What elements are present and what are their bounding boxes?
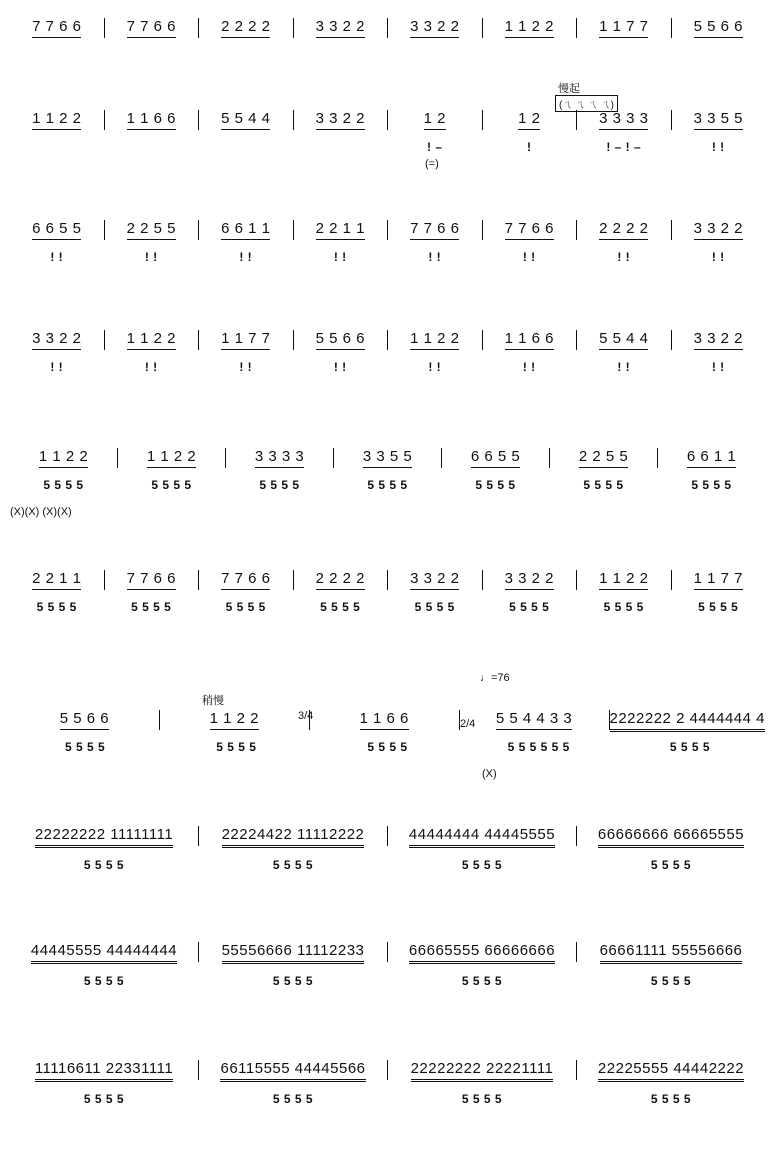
- melody-row: [10, 330, 765, 350]
- melody-notes: 3 3 5 5: [694, 110, 743, 130]
- bass-notes: 5 5 5 5 5 5: [507, 740, 570, 754]
- bass-notes: 5 5 5 5: [131, 600, 172, 614]
- measure: [388, 110, 482, 130]
- measure: [442, 448, 549, 468]
- score-system: [10, 672, 765, 820]
- measure: [550, 448, 657, 468]
- measure: [199, 18, 293, 38]
- measure: [199, 110, 293, 130]
- score-system: [10, 83, 765, 220]
- bass-notes: 5 5 5 5: [272, 1092, 314, 1106]
- bass-notes: 5 5 5 5: [36, 600, 77, 614]
- bass-notes: 5 5 5 5: [691, 478, 732, 492]
- measure: [577, 942, 765, 964]
- bass-notes: 5 5 5 5: [461, 974, 503, 988]
- melody-notes: 2 2 2 2: [316, 570, 365, 590]
- bass-notes: ! !: [144, 360, 158, 374]
- bass-notes: ! !: [428, 250, 442, 264]
- melody-notes: 3 3 2 2: [694, 330, 743, 350]
- measure: [388, 330, 482, 350]
- melody-notes: 66666666 66665555: [598, 826, 744, 848]
- melody-row: [10, 570, 765, 590]
- melody-notes: 7 7 6 6: [127, 18, 176, 38]
- measure: [105, 570, 199, 590]
- measure: [672, 570, 766, 590]
- bass-row: [10, 1092, 765, 1112]
- melody-row: [10, 110, 765, 130]
- measure: [160, 710, 309, 730]
- melody-notes: 2 2 5 5: [579, 448, 628, 468]
- melody-notes: 1 2: [518, 110, 540, 130]
- measure: [577, 110, 671, 130]
- melody-notes: 1 2: [424, 110, 446, 130]
- melody-notes: 1 1 2 2: [147, 448, 196, 468]
- melody-notes: 66665555 66666666: [409, 942, 555, 964]
- melody-notes: 2 2 2 2: [221, 18, 270, 38]
- melody-row: [10, 220, 765, 240]
- score-mark-articulation: (ㄟ ㄟ ㄟ ㄟ): [555, 95, 618, 112]
- measure: [388, 1060, 576, 1082]
- bass-notes: 5 5 5 5: [65, 740, 106, 754]
- bass-notes: 5 5 5 5: [272, 974, 314, 988]
- bass-notes: 5 5 5 5: [583, 478, 624, 492]
- bass-notes: 5 5 5 5: [698, 600, 739, 614]
- melody-notes: 1 1 7 7: [694, 570, 743, 590]
- melody-notes: 1 1 2 2: [39, 448, 88, 468]
- measure: [483, 570, 577, 590]
- melody-notes: 1 1 7 7: [599, 18, 648, 38]
- melody-notes: 2 2 1 1: [316, 220, 365, 240]
- melody-notes: 22222222 22221111: [411, 1060, 554, 1082]
- score-system: [10, 1060, 765, 1170]
- bass-notes: 5 5 5 5: [216, 740, 257, 754]
- melody-notes: 3 3 2 2: [505, 570, 554, 590]
- measure: [577, 570, 671, 590]
- score-mark-tempo: ♩=76: [480, 672, 510, 684]
- measure: [10, 220, 104, 240]
- melody-notes: 1 1 6 6: [360, 710, 409, 730]
- bass-notes: 5 5 5 5: [509, 600, 550, 614]
- measure: [483, 110, 577, 130]
- bass-row: [10, 360, 765, 380]
- bass-notes: ! !: [711, 360, 725, 374]
- bass-row: [10, 140, 765, 160]
- score-mark-time-sig-2: 2/4: [460, 718, 476, 730]
- measure: [577, 220, 671, 240]
- bass-notes: !: [527, 140, 532, 154]
- score-mark-circled: (X)(X) (X)(X): [10, 506, 72, 518]
- melody-notes: 1 1 2 2: [210, 710, 259, 730]
- melody-row: [10, 942, 765, 964]
- melody-notes: 55556666 11112233: [222, 942, 365, 964]
- measure: [294, 110, 388, 130]
- score-mark-slightly-slow: 稍慢: [202, 695, 224, 707]
- melody-notes: 66115555 44445566: [220, 1060, 365, 1082]
- score-mark-slow-start: 慢起: [558, 83, 580, 95]
- bass-row: [10, 250, 765, 270]
- measure: [294, 570, 388, 590]
- score-system: [10, 330, 765, 440]
- measure: [199, 330, 293, 350]
- bass-notes: 5 5 5 5: [367, 740, 408, 754]
- melody-notes: 1 1 2 2: [599, 570, 648, 590]
- measure: [388, 18, 482, 38]
- score-system: [10, 942, 765, 1052]
- melody-notes: 3 3 5 5: [363, 448, 412, 468]
- melody-notes: 3 3 2 2: [694, 220, 743, 240]
- score-system: [10, 220, 765, 330]
- measure: [226, 448, 333, 468]
- bass-row: [10, 974, 765, 994]
- melody-notes: 1 1 6 6: [505, 330, 554, 350]
- melody-notes: 1 1 6 6: [127, 110, 176, 130]
- melody-notes: 7 7 6 6: [410, 220, 459, 240]
- melody-row: [10, 710, 765, 732]
- bass-notes: ! !: [50, 250, 64, 264]
- measure: [199, 570, 293, 590]
- measure: [388, 220, 482, 240]
- bass-notes: 5 5 5 5: [43, 478, 84, 492]
- melody-notes: 7 7 6 6: [127, 570, 176, 590]
- measure: [10, 570, 104, 590]
- melody-notes: 2 2 2 2: [599, 220, 648, 240]
- melody-notes: 3 3 2 2: [410, 570, 459, 590]
- bass-notes: ! !: [522, 250, 536, 264]
- melody-notes: 3 3 3 3: [255, 448, 304, 468]
- measure: [577, 826, 765, 848]
- bass-notes: ! !: [522, 360, 536, 374]
- measure: [105, 220, 199, 240]
- measure: [334, 448, 441, 468]
- bass-notes: 5 5 5 5: [83, 1092, 125, 1106]
- score-system: [10, 826, 765, 936]
- bass-notes: ! – ! –: [606, 140, 642, 154]
- measure: [118, 448, 225, 468]
- bass-notes: ! !: [239, 250, 253, 264]
- bass-notes: ! –: [426, 140, 443, 154]
- measure: [577, 18, 671, 38]
- measure: [294, 220, 388, 240]
- measure: [10, 1060, 198, 1082]
- bass-notes: ! !: [333, 250, 347, 264]
- measure: [610, 710, 765, 732]
- measure: [577, 330, 671, 350]
- melody-notes: 6 6 5 5: [471, 448, 520, 468]
- measure: [483, 220, 577, 240]
- bass-notes: 5 5 5 5: [259, 478, 300, 492]
- bass-notes: 5 5 5 5: [225, 600, 266, 614]
- measure: [10, 826, 198, 848]
- bass-notes: 5 5 5 5: [414, 600, 455, 614]
- melody-notes: 5 5 6 6: [316, 330, 365, 350]
- measure: [460, 710, 609, 730]
- score-system: [10, 448, 765, 558]
- measure: [10, 448, 117, 468]
- bass-notes: 5 5 5 5: [320, 600, 361, 614]
- bass-notes: 5 5 5 5: [650, 974, 692, 988]
- melody-notes: 44444444 44445555: [409, 826, 555, 848]
- bass-notes: 5 5 5 5: [650, 1092, 692, 1106]
- measure: [672, 220, 766, 240]
- bass-notes: ! !: [617, 250, 631, 264]
- melody-notes: 44445555 44444444: [31, 942, 177, 964]
- melody-notes: 7 7 6 6: [221, 570, 270, 590]
- measure: [199, 1060, 387, 1082]
- melody-notes: 6 6 1 1: [221, 220, 270, 240]
- score-system: [10, 570, 765, 680]
- melody-notes: 22225555 44442222: [598, 1060, 744, 1082]
- measure: [483, 330, 577, 350]
- measure: [105, 18, 199, 38]
- bass-row: [10, 478, 765, 498]
- measure: [294, 18, 388, 38]
- measure: [388, 942, 576, 964]
- score-mark-time-sig-1: 3/4: [298, 710, 314, 722]
- melody-notes: 2222222 2 4444444 4: [610, 710, 765, 732]
- bass-notes: 5 5 5 5: [151, 478, 192, 492]
- melody-notes: 22224422 11112222: [222, 826, 365, 848]
- bass-notes: ! !: [428, 360, 442, 374]
- melody-notes: 7 7 6 6: [505, 220, 554, 240]
- bass-notes: 5 5 5 5: [603, 600, 644, 614]
- melody-notes: 3 3 3 3: [599, 110, 648, 130]
- melody-notes: 66661111 55556666: [600, 942, 743, 964]
- melody-row: [10, 1060, 765, 1082]
- bass-notes: ! !: [711, 250, 725, 264]
- measure: [577, 1060, 765, 1082]
- bass-row: [10, 600, 765, 620]
- measure: [10, 942, 198, 964]
- melody-notes: 2 2 5 5: [127, 220, 176, 240]
- bass-notes: ! !: [333, 360, 347, 374]
- bass-notes: 5 5 5 5: [475, 478, 516, 492]
- melody-row: [10, 18, 765, 38]
- bass-notes: 5 5 5 5: [272, 858, 314, 872]
- measure: [105, 330, 199, 350]
- melody-notes: 7 7 6 6: [32, 18, 81, 38]
- bass-notes: ! !: [144, 250, 158, 264]
- bass-notes: 5 5 5 5: [461, 858, 503, 872]
- melody-row: [10, 448, 765, 468]
- melody-notes: 1 1 2 2: [505, 18, 554, 38]
- bass-notes: 5 5 5 5: [83, 858, 125, 872]
- melody-notes: 3 3 2 2: [316, 110, 365, 130]
- measure: [105, 110, 199, 130]
- melody-notes: 3 3 2 2: [32, 330, 81, 350]
- melody-notes: 5 5 4 4: [599, 330, 648, 350]
- measure: [672, 18, 766, 38]
- measure: [199, 942, 387, 964]
- measure: [672, 330, 766, 350]
- bass-notes: ! !: [711, 140, 725, 154]
- melody-notes: 6 6 5 5: [32, 220, 81, 240]
- measure: [483, 18, 577, 38]
- measure: [199, 826, 387, 848]
- bass-notes: 5 5 5 5: [669, 740, 711, 754]
- measure: [10, 330, 104, 350]
- bass-notes: ! !: [50, 360, 64, 374]
- bass-notes: 5 5 5 5: [461, 1092, 503, 1106]
- measure: [388, 826, 576, 848]
- score-mark-circled: (=): [425, 158, 439, 170]
- measure: [199, 220, 293, 240]
- bass-notes: ! !: [239, 360, 253, 374]
- measure: [10, 110, 104, 130]
- measure: [658, 448, 765, 468]
- measure: [10, 18, 104, 38]
- melody-notes: 1 1 7 7: [221, 330, 270, 350]
- bass-notes: 5 5 5 5: [83, 974, 125, 988]
- melody-row: [10, 826, 765, 848]
- bass-row: [10, 740, 765, 760]
- melody-notes: 1 1 2 2: [32, 110, 81, 130]
- score-mark-circled: (X): [482, 768, 497, 780]
- melody-notes: 1 1 2 2: [127, 330, 176, 350]
- melody-notes: 3 3 2 2: [316, 18, 365, 38]
- melody-notes: 5 5 4 4: [221, 110, 270, 130]
- melody-notes: 11116611 22331111: [35, 1060, 173, 1082]
- measure: [672, 110, 766, 130]
- melody-notes: 5 5 6 6: [60, 710, 109, 730]
- melody-notes: 2 2 1 1: [32, 570, 81, 590]
- measure: [388, 570, 482, 590]
- bass-row: [10, 858, 765, 878]
- bass-notes: ! !: [617, 360, 631, 374]
- measure: [10, 710, 159, 730]
- bass-notes: 5 5 5 5: [367, 478, 408, 492]
- melody-notes: 5 5 4 4 3 3: [496, 710, 572, 730]
- melody-notes: 22222222 11111111: [35, 826, 173, 848]
- bass-notes: 5 5 5 5: [650, 858, 692, 872]
- measure: [294, 330, 388, 350]
- melody-notes: 6 6 1 1: [687, 448, 736, 468]
- melody-notes: 1 1 2 2: [410, 330, 459, 350]
- measure: [310, 710, 459, 730]
- melody-notes: 5 5 6 6: [694, 18, 743, 38]
- melody-notes: 3 3 2 2: [410, 18, 459, 38]
